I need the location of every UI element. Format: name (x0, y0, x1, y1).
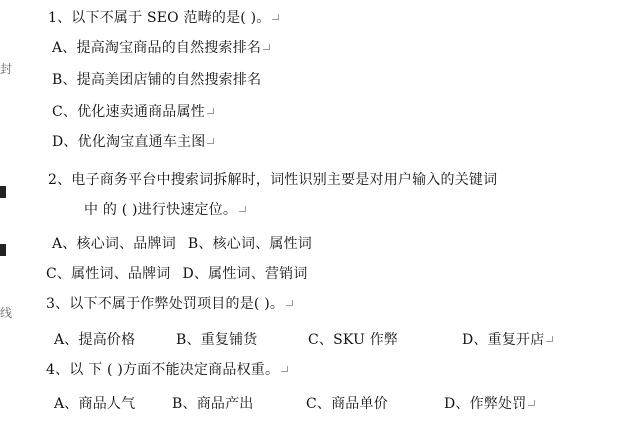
question-4-stem: 4、以 下 ( )方面不能决定商品权重。 (46, 360, 289, 380)
question-2-options-row-1 (52, 234, 312, 254)
question-4-option-d: D、作弊处罚 (444, 394, 536, 414)
question-2-option-d: D、属性词、营销词 (182, 266, 308, 282)
paragraph-mark-icon (239, 206, 247, 215)
question-2-stem-continued: 中 的 ( )进行快速定位。 (84, 200, 247, 220)
question-3-option-d: D、重复开店 (462, 330, 554, 350)
question-3-option-a: A、提高价格 (54, 332, 136, 348)
margin-glyph-top: 封 (0, 62, 13, 76)
question-1-option-c: C、优化速卖通商品属性 (52, 102, 215, 122)
question-3-option-c: C、SKU 作弊 (308, 332, 399, 348)
paragraph-mark-icon (207, 108, 215, 117)
paragraph-mark-icon (528, 400, 536, 409)
question-4-option-b: B、商品产出 (172, 396, 254, 412)
question-2-options-row-2 (46, 264, 308, 284)
paragraph-mark-icon (546, 336, 554, 345)
margin-glyph-bottom: 线 (0, 306, 13, 320)
paragraph-mark-icon (207, 138, 215, 147)
paragraph-mark-icon (263, 44, 271, 53)
margin-mark (0, 186, 6, 198)
paragraph-mark-icon (281, 366, 289, 375)
question-1-stem: 1、以下不属于 SEO 范畴的是( )。 (48, 8, 280, 28)
question-3-stem: 3、以下不属于作弊处罚项目的是( )。 (46, 294, 294, 314)
question-1-option-b: B、提高美团店铺的自然搜索排名 (52, 72, 262, 88)
question-4-option-a: A、商品人气 (54, 396, 136, 412)
question-1-option-a: A、提高淘宝商品的自然搜索排名 (52, 38, 271, 58)
paragraph-mark-icon (286, 300, 294, 309)
question-2-stem: 2、电子商务平台中搜索词拆解时，词性识别主要是对用户输入的关键词 (48, 172, 498, 188)
question-2-option-c: C、属性词、品牌词 (46, 266, 171, 282)
margin-mark (0, 244, 6, 256)
question-1-option-d: D、优化淘宝直通车主图 (52, 132, 215, 152)
paragraph-mark-icon (272, 14, 280, 23)
question-2-option-b: B、核心词、属性词 (187, 236, 313, 252)
question-3-option-b: B、重复铺货 (176, 332, 258, 348)
question-4-option-c: C、商品单价 (306, 396, 388, 412)
question-2-option-a: A、核心词、品牌词 (52, 236, 176, 252)
